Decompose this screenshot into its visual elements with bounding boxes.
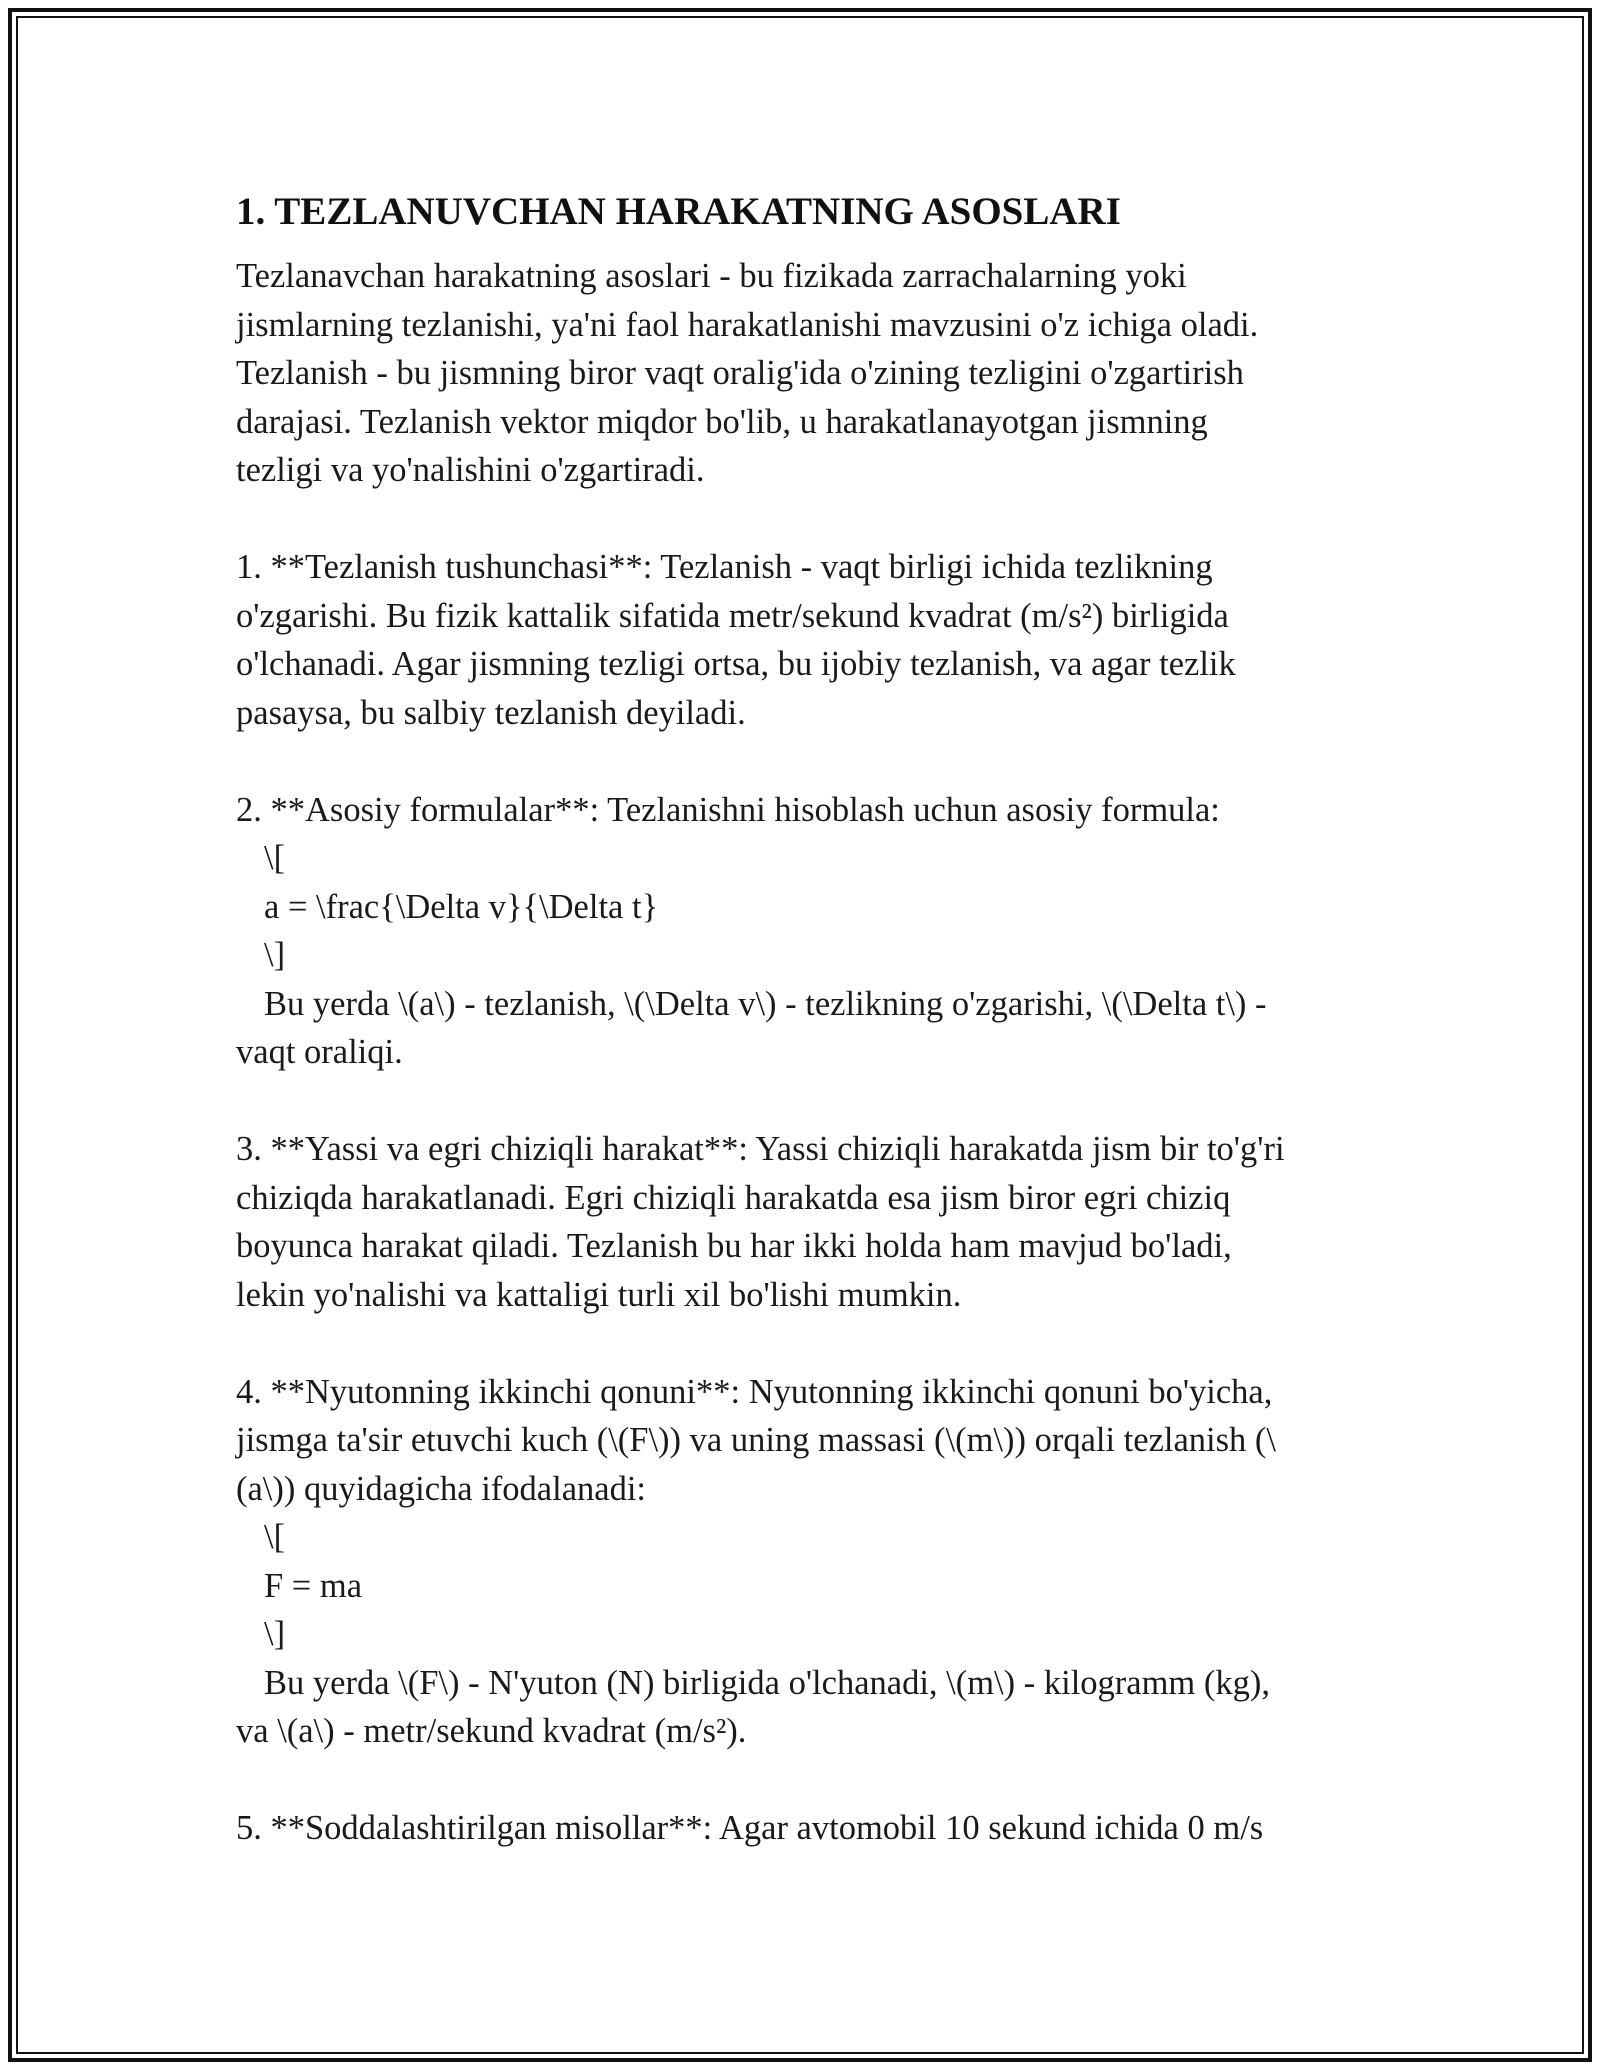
paragraph-spacer bbox=[236, 737, 1386, 786]
text-line: chiziqda harakatlanadi. Egri chiziqli harakatda esa jism biror egri chiziq bbox=[236, 1178, 1231, 1217]
document-body bbox=[236, 186, 1386, 1853]
text-line: boyunca harakat qiladi. Tezlanish bu har ikki holda ham mavjud bo'ladi, bbox=[236, 1227, 1232, 1265]
text-line: o'zgarishi. Bu fizik kattalik sifatida metr/sekund kvadrat (m/s²) birligida bbox=[236, 596, 1229, 635]
text-line: pasaysa, bu salbiy tezlanish deyiladi. bbox=[236, 693, 746, 732]
list-item-4 bbox=[236, 1368, 1386, 1756]
list-item-3 bbox=[236, 1125, 1386, 1319]
formula-close: \] bbox=[264, 936, 286, 974]
formula: F = ma bbox=[264, 1566, 363, 1605]
paragraph-spacer bbox=[236, 1756, 1386, 1805]
formula-close: \] bbox=[264, 1615, 286, 1653]
paragraph-spacer bbox=[236, 1319, 1386, 1368]
formula-open: \[ bbox=[264, 1518, 286, 1556]
list-item-2 bbox=[236, 786, 1386, 1077]
text-line: lekin yo'nalishi va kattaligi turli xil bo'lishi mumkin. bbox=[236, 1275, 962, 1314]
formula-open: \[ bbox=[264, 839, 286, 877]
text-line: 2. **Asosiy formulalar**: Tezlanishni hisoblash uchun asosiy formula: bbox=[236, 790, 1220, 829]
paragraph-spacer bbox=[236, 1077, 1386, 1126]
text-line: o'lchanadi. Agar jismning tezligi ortsa, bu ijobiy tezlanish, va agar tezlik bbox=[236, 645, 1236, 683]
text-line: jismlarning tezlanishi, ya'ni faol harakatlanishi mavzusini o'z ichiga oladi. bbox=[236, 305, 1259, 344]
text-line: Tezlanish - bu jismning biror vaqt oralig'ida o'zining tezligini o'zgartirish bbox=[236, 354, 1244, 392]
text-line: va \(a\) - metr/sekund kvadrat (m/s²). bbox=[236, 1712, 747, 1750]
text-line: jismga ta'sir etuvchi kuch (\(F\)) va uning massasi (\(m\)) orqali tezlanish (\ bbox=[236, 1421, 1277, 1459]
text-line: 4. **Nyutonning ikkinchi qonuni**: Nyutonning ikkinchi qonuni bo'yicha, bbox=[236, 1372, 1273, 1411]
text-line: 5. **Soddalashtirilgan misollar**: Agar avtomobil 10 sekund ichida 0 m/s bbox=[236, 1809, 1264, 1847]
text-line: (a\)) quyidagicha ifodalanadi: bbox=[236, 1469, 646, 1508]
list-item-1 bbox=[236, 543, 1386, 737]
text-line: 3. **Yassi va egri chiziqli harakat**: Yassi chiziqli harakatda jism bir to'g'ri bbox=[236, 1130, 1285, 1168]
text-line: Tezlanavchan harakatning asoslari - bu fizikada zarrachalarning yoki bbox=[236, 257, 1187, 295]
list-item-5 bbox=[236, 1804, 1386, 1853]
text-line: darajasi. Tezlanish vektor miqdor bo'lib, u harakatlanayotgan jismning bbox=[236, 402, 1208, 441]
text-line: tezligi va yo'nalishini o'zgartiradi. bbox=[236, 451, 705, 489]
formula: a = \frac{\Delta v}{\Delta t} bbox=[264, 887, 659, 926]
text-line: Bu yerda \(F\) - N'yuton (N) birligida o'lchanadi, \(m\) - kilogramm (kg), bbox=[264, 1663, 1270, 1702]
text-line: Bu yerda \(a\) - tezlanish, \(\Delta v\) - tezlikning o'zgarishi, \(\Delta t\) - bbox=[264, 984, 1267, 1023]
text-line: 1. **Tezlanish tushunchasi**: Tezlanish - vaqt birligi ichida tezlikning bbox=[236, 548, 1213, 586]
intro-paragraph bbox=[236, 252, 1386, 495]
section-heading: 1. TEZLANUVCHAN HARAKATNING ASOSLARI bbox=[236, 190, 1121, 233]
text-line: vaqt oraliqi. bbox=[236, 1033, 403, 1071]
paragraph-spacer bbox=[236, 495, 1386, 544]
